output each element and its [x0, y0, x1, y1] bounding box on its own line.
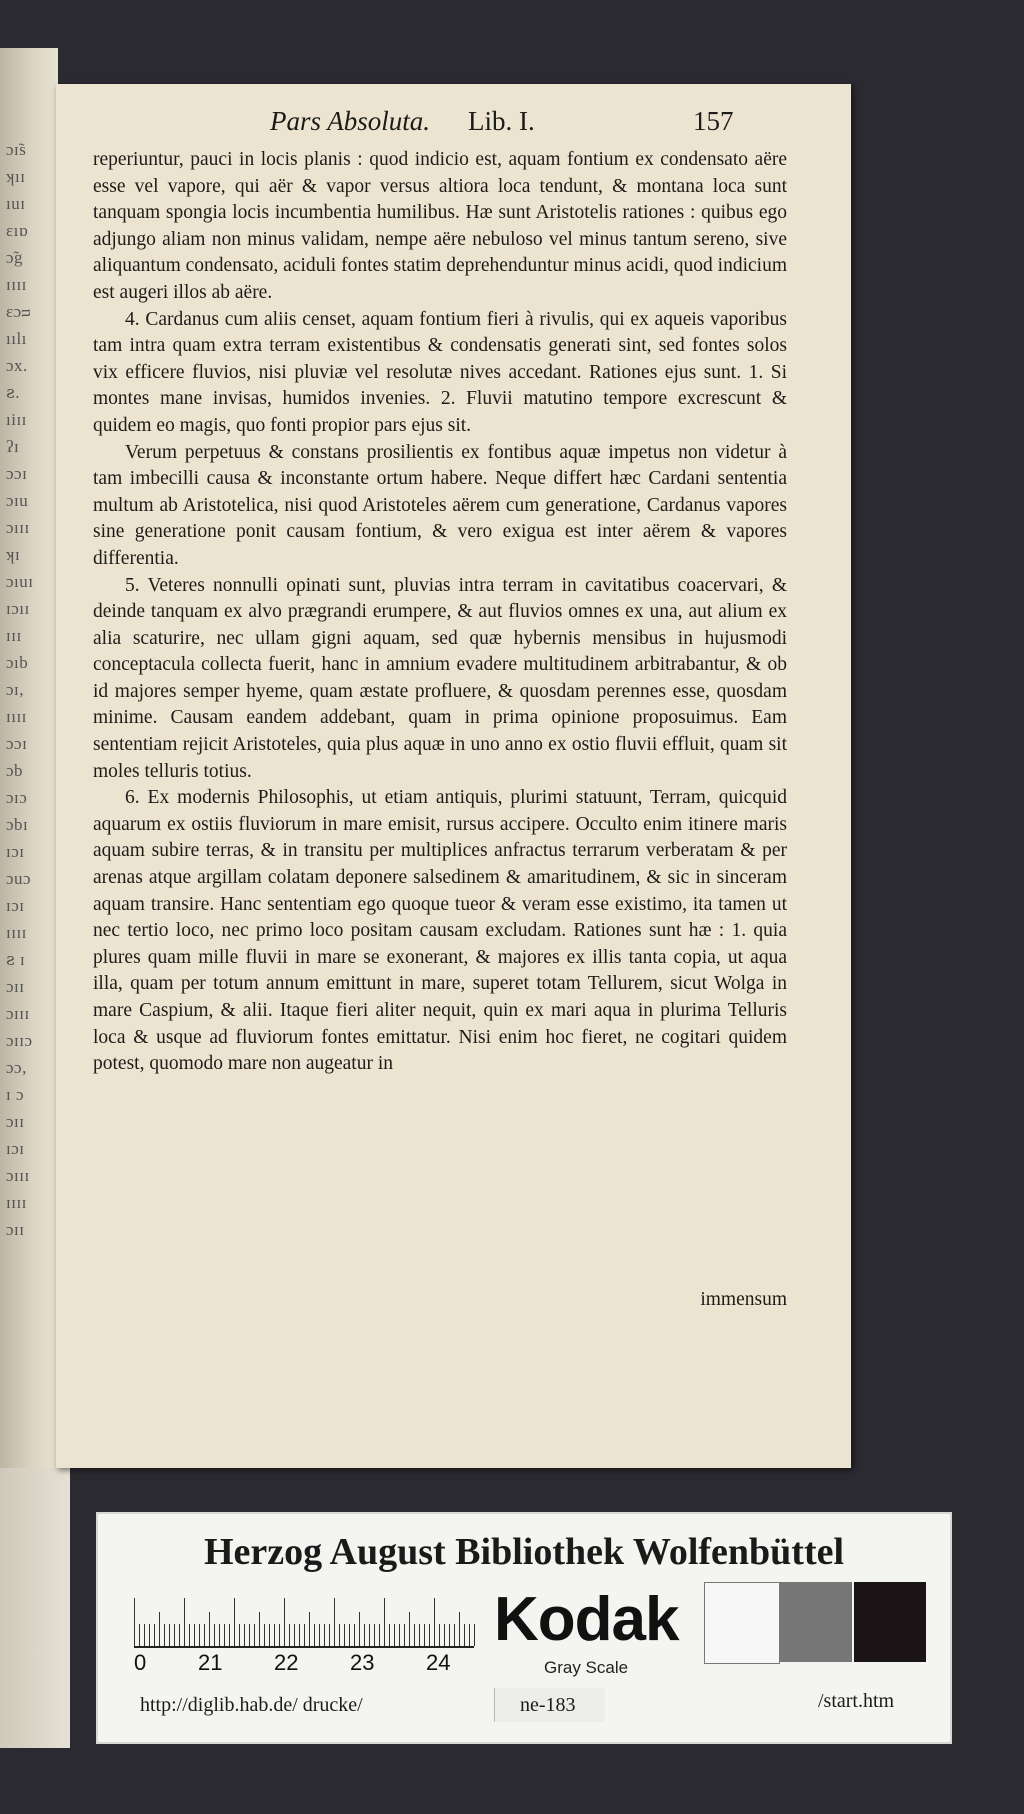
adjacent-page-fragment: ꙅ ɪ — [6, 950, 26, 969]
ruler-tick — [354, 1624, 355, 1646]
ruler-tick — [284, 1598, 285, 1646]
ruler-tick — [399, 1624, 400, 1646]
ruler-label: 24 — [426, 1650, 451, 1675]
ruler-tick — [279, 1624, 280, 1646]
ruler-tick — [384, 1598, 385, 1646]
adjacent-page-fragment: ɪıɪɪ — [6, 707, 27, 726]
scale-ruler — [134, 1594, 474, 1648]
ruler-tick — [174, 1624, 175, 1646]
ruler-tick — [169, 1624, 170, 1646]
ruler-tick — [224, 1624, 225, 1646]
adjacent-page-fragment: ɪɪɪ — [6, 626, 22, 645]
book-page — [56, 84, 851, 1468]
ruler-tick — [294, 1624, 295, 1646]
adjacent-page-fragment: ɔ̃g — [6, 248, 24, 267]
adjacent-page-fragment: ıiɪɪ — [6, 410, 27, 429]
ruler-tick — [229, 1624, 230, 1646]
ruler-tick — [464, 1624, 465, 1646]
ruler-tick — [259, 1612, 260, 1646]
kodak-color-card — [96, 1512, 952, 1744]
ruler-tick — [319, 1624, 320, 1646]
adjacent-page-fragment: ɔɪ, — [6, 680, 25, 699]
url-left: http://diglib.hab.de/ drucke/ — [140, 1694, 363, 1716]
ruler-tick — [264, 1624, 265, 1646]
adjacent-page-fragment: ɔɪ̃s — [6, 140, 27, 159]
adjacent-page-fragment: ıuɪ — [6, 194, 26, 213]
ruler-tick — [359, 1612, 360, 1646]
ruler-tick — [404, 1624, 405, 1646]
url-right: /start.htm — [818, 1690, 895, 1712]
ruler-tick — [444, 1624, 445, 1646]
adjacent-page-fragment: ɔɪɪɪ — [6, 1166, 30, 1185]
ruler-tick — [474, 1624, 475, 1646]
adjacent-page-fragment: ɪɔɪ — [6, 896, 25, 915]
adjacent-page-fragment: ɪ ɔ — [6, 1085, 25, 1104]
adjacent-page-fragment: ʞıɪ — [6, 167, 26, 186]
ruler-tick — [459, 1612, 460, 1646]
adjacent-page-fragment: ɪɔɪ — [6, 842, 25, 861]
ruler-tick — [164, 1624, 165, 1646]
running-header — [56, 106, 851, 140]
page-number: 157 — [693, 106, 734, 136]
adjacent-page-fragment: ʞɪ — [6, 545, 21, 564]
white-swatch — [704, 1582, 780, 1664]
paragraph-5: 6. Ex modernis Philosophis, ut etiam antiquis, plurimi statuunt, Terram, quicquid aquarum ex ostiis fluviorum in mare emisit, rursus accipere. Occulto enim itinere maris aquam subire terras, & in transitu per multiplices anfractus terrarum verberatam & per arenas atque argillam colatam deponere salsedinem & amaritudinem, & sic in sinceram aquam transire. Hanc sententiam ego quoque tueor & veram esse existimo, ita tamen ut nec tertio loco, nec primo loco positam causam excludam. Rationes sunt hæ : 1. quia plures quam mille fluvii in mare se exonerant, & majores ex illis tanta copia, ut aqua illa, quam per totum annum emittunt in mare, superet totam Tellurem, sicut Wolga in mare Caspium, & alii. Itaque fieri aliter nequit, quin ex mari aqua in plurima Telluris loca & usque ad fluviorum fontes emittatur. Nisi enim hoc fieret, ne cogitari quidem potest, quomodo mare non augeatur in — [93, 787, 787, 1075]
adjacent-page-fragment: ɔɪu — [6, 491, 29, 510]
ruler-label: 21 — [198, 1650, 223, 1675]
adjacent-page-fragment: ɔɪɪɪ — [6, 1004, 30, 1023]
ruler-tick — [239, 1624, 240, 1646]
adjacent-page-edge — [0, 48, 58, 1468]
ruler-tick — [314, 1624, 315, 1646]
adjacent-page-fragment: ɪɔɪ — [6, 1139, 25, 1158]
adjacent-page-fragment: ʔɪ — [6, 437, 20, 456]
adjacent-page-fragment: ɔɪɪ — [6, 1220, 25, 1239]
ruler-label: 0 — [134, 1650, 147, 1675]
adjacent-page-fragment: ɔıɪɪ — [6, 518, 30, 537]
ruler-tick — [389, 1624, 390, 1646]
ruler-tick — [159, 1612, 160, 1646]
gray-swatch — [780, 1582, 852, 1662]
adjacent-page-fragment: ɛıɒ — [6, 221, 29, 240]
catchword: immensum — [700, 1289, 787, 1310]
ruler-tick — [244, 1624, 245, 1646]
ruler-tick — [209, 1612, 210, 1646]
body-text — [93, 147, 787, 1078]
black-swatch — [854, 1582, 926, 1662]
ruler-tick — [199, 1624, 200, 1646]
ruler-tick — [409, 1612, 410, 1646]
ruler-labels — [134, 1650, 494, 1676]
ruler-tick — [374, 1624, 375, 1646]
adjacent-page-fragment: ɪɪɪɪ — [6, 1193, 27, 1212]
url-id: ne-183 — [520, 1694, 576, 1716]
ruler-tick — [309, 1612, 310, 1646]
adjacent-page-fragment: ɔb — [6, 761, 24, 780]
ruler-tick — [469, 1624, 470, 1646]
ruler-tick — [134, 1598, 135, 1646]
ruler-tick — [424, 1624, 425, 1646]
gray-scale-label: Gray Scale — [544, 1658, 629, 1677]
adjacent-page-fragment: ɛɔᴝ — [6, 302, 31, 321]
ruler-tick — [144, 1624, 145, 1646]
adjacent-page-fragment: ɪɪɪɪ — [6, 923, 27, 942]
adjacent-page-fragment: ɔɔ, — [6, 1058, 27, 1077]
ruler-label: 22 — [274, 1650, 299, 1675]
adjacent-page-fragment: ıılı — [6, 329, 27, 348]
ruler-tick — [194, 1624, 195, 1646]
ruler-tick — [449, 1624, 450, 1646]
ruler-tick — [369, 1624, 370, 1646]
ruler-tick — [299, 1624, 300, 1646]
kodak-logo: Kodak — [494, 1585, 679, 1654]
adjacent-page-fragment: ɔɪɪɔ — [6, 1031, 33, 1050]
adjacent-page-fragment: ɔıb — [6, 653, 29, 672]
ruler-tick — [154, 1624, 155, 1646]
ruler-tick — [184, 1598, 185, 1646]
ruler-tick — [274, 1624, 275, 1646]
ruler-tick — [249, 1624, 250, 1646]
ruler-tick — [289, 1624, 290, 1646]
ruler-tick — [394, 1624, 395, 1646]
ruler-tick — [434, 1598, 435, 1646]
ruler-label: 23 — [350, 1650, 375, 1675]
ruler-tick — [204, 1624, 205, 1646]
paragraph-2: 4. Cardanus cum aliis censet, aquam fontium fieri à rivulis, qui ex aqueis vaporibus tam intra quam extra terram existentibus & condensatis generati sint, sed fontes solos vix efficere fluvios, nisi pluviæ vel resolutæ nives accedant. Rationes ejus sunt. 1. Si montes mane invisas, humidos invenies. 2. Fluvii matutino tempore excrescunt & quidem eo magis, quo fonti propior pars ejus sit. — [93, 308, 787, 436]
ruler-tick — [219, 1624, 220, 1646]
adjacent-page-fragment: ɔıuɪ — [6, 572, 34, 591]
adjacent-page-fragment: ꙅ. — [6, 383, 20, 402]
adjacent-page-edge-lower — [0, 1468, 70, 1748]
adjacent-page-fragment: ɔɪɪ — [6, 977, 25, 996]
paragraph-4: 5. Veteres nonnulli opinati sunt, pluvias intra terram in cavitatibus coacervari, & deinde tanquam ex alvo prægrandi erumpere, & aut fluvios omnes ex una, aut alium ex alia scaturire, nec ullam gigni aquam, sed quæ hybernis mensibus in hujusmodi conceptacula collecta fuerit, hanc in amnium evadere multitudinem arbitrabantur, & ob id majores semper hyeme, quam æstate profluere, & quosdam perennes esse, quosdam minime. Causam eandem addebant, quam in prima opinione proposuimus. Eam sententiam rejicit Aristoteles, quia plus aquæ in uno anno ex ostio fluvii effluit, quam sit moles telluris totius. — [93, 574, 787, 782]
adjacent-page-fragment: ɪɪɪɪ — [6, 275, 27, 294]
ruler-tick — [304, 1624, 305, 1646]
header-book: Lib. I. — [468, 106, 535, 136]
ruler-tick — [234, 1598, 235, 1646]
paragraph-3: Verum perpetuus & constans prosilientis ex fontibus aquæ impetus non videtur à tam imbecilli causa & inconstante ortum habere. Neque differt hæc Cardani sententia multum ab Aristotelica, nisi quod Aristoteles aërem cum generatione, Cardanus vapores sine generatione ponit causam fontium, & vero exigua est inter aërem & vapores differentia. — [93, 441, 787, 569]
ruler-tick — [214, 1624, 215, 1646]
ruler-tick — [379, 1624, 380, 1646]
ruler-tick — [429, 1624, 430, 1646]
adjacent-page-fragment: ɔɪɪ — [6, 1112, 25, 1131]
adjacent-page-fragment: ɔbɪ — [6, 815, 29, 834]
ruler-tick — [339, 1624, 340, 1646]
ruler-tick — [439, 1624, 440, 1646]
ruler-tick — [329, 1624, 330, 1646]
adjacent-page-fragment: ɪɔıɪ — [6, 599, 30, 618]
adjacent-page-fragment: ɔɔɪ — [6, 464, 28, 483]
paragraph-1: reperiuntur, pauci in locis planis : quod indicio est, aquam fontium ex condensato aëre esse vel vapore, qui aër & vapor versus altiora loca tendunt, & montana loca sunt tanquam spongia locis incumbentia humilibus. Hæ sunt Aristotelis rationes : quibus ego adjungo aliam non minus validam, nempe aëre nebuloso vel minus tantum sereno, sive aliquantum condensato, aciduli fontes statim deprehenduntur minus acidi, quod indicium est augeri illos ab aëre. — [93, 149, 787, 303]
ruler-tick — [149, 1624, 150, 1646]
adjacent-page-fragment: ɔɔɪ — [6, 734, 28, 753]
adjacent-page-fragment: ɔɪɔ — [6, 788, 28, 807]
ruler-tick — [414, 1624, 415, 1646]
ruler-tick — [269, 1624, 270, 1646]
ruler-tick — [179, 1624, 180, 1646]
adjacent-page-fragment: ɔuɔ — [6, 869, 32, 888]
ruler-tick — [364, 1624, 365, 1646]
header-title: Pars Absoluta. — [270, 106, 431, 136]
ruler-tick — [344, 1624, 345, 1646]
ruler-tick — [324, 1624, 325, 1646]
library-title: Herzog August Bibliothek Wolfenbüttel — [203, 1531, 845, 1573]
ruler-tick — [254, 1624, 255, 1646]
adjacent-page-fragment: ɔx. — [6, 356, 28, 375]
ruler-tick — [419, 1624, 420, 1646]
ruler-tick — [349, 1624, 350, 1646]
ruler-tick — [189, 1624, 190, 1646]
ruler-tick — [454, 1624, 455, 1646]
ruler-tick — [334, 1598, 335, 1646]
ruler-tick — [139, 1624, 140, 1646]
